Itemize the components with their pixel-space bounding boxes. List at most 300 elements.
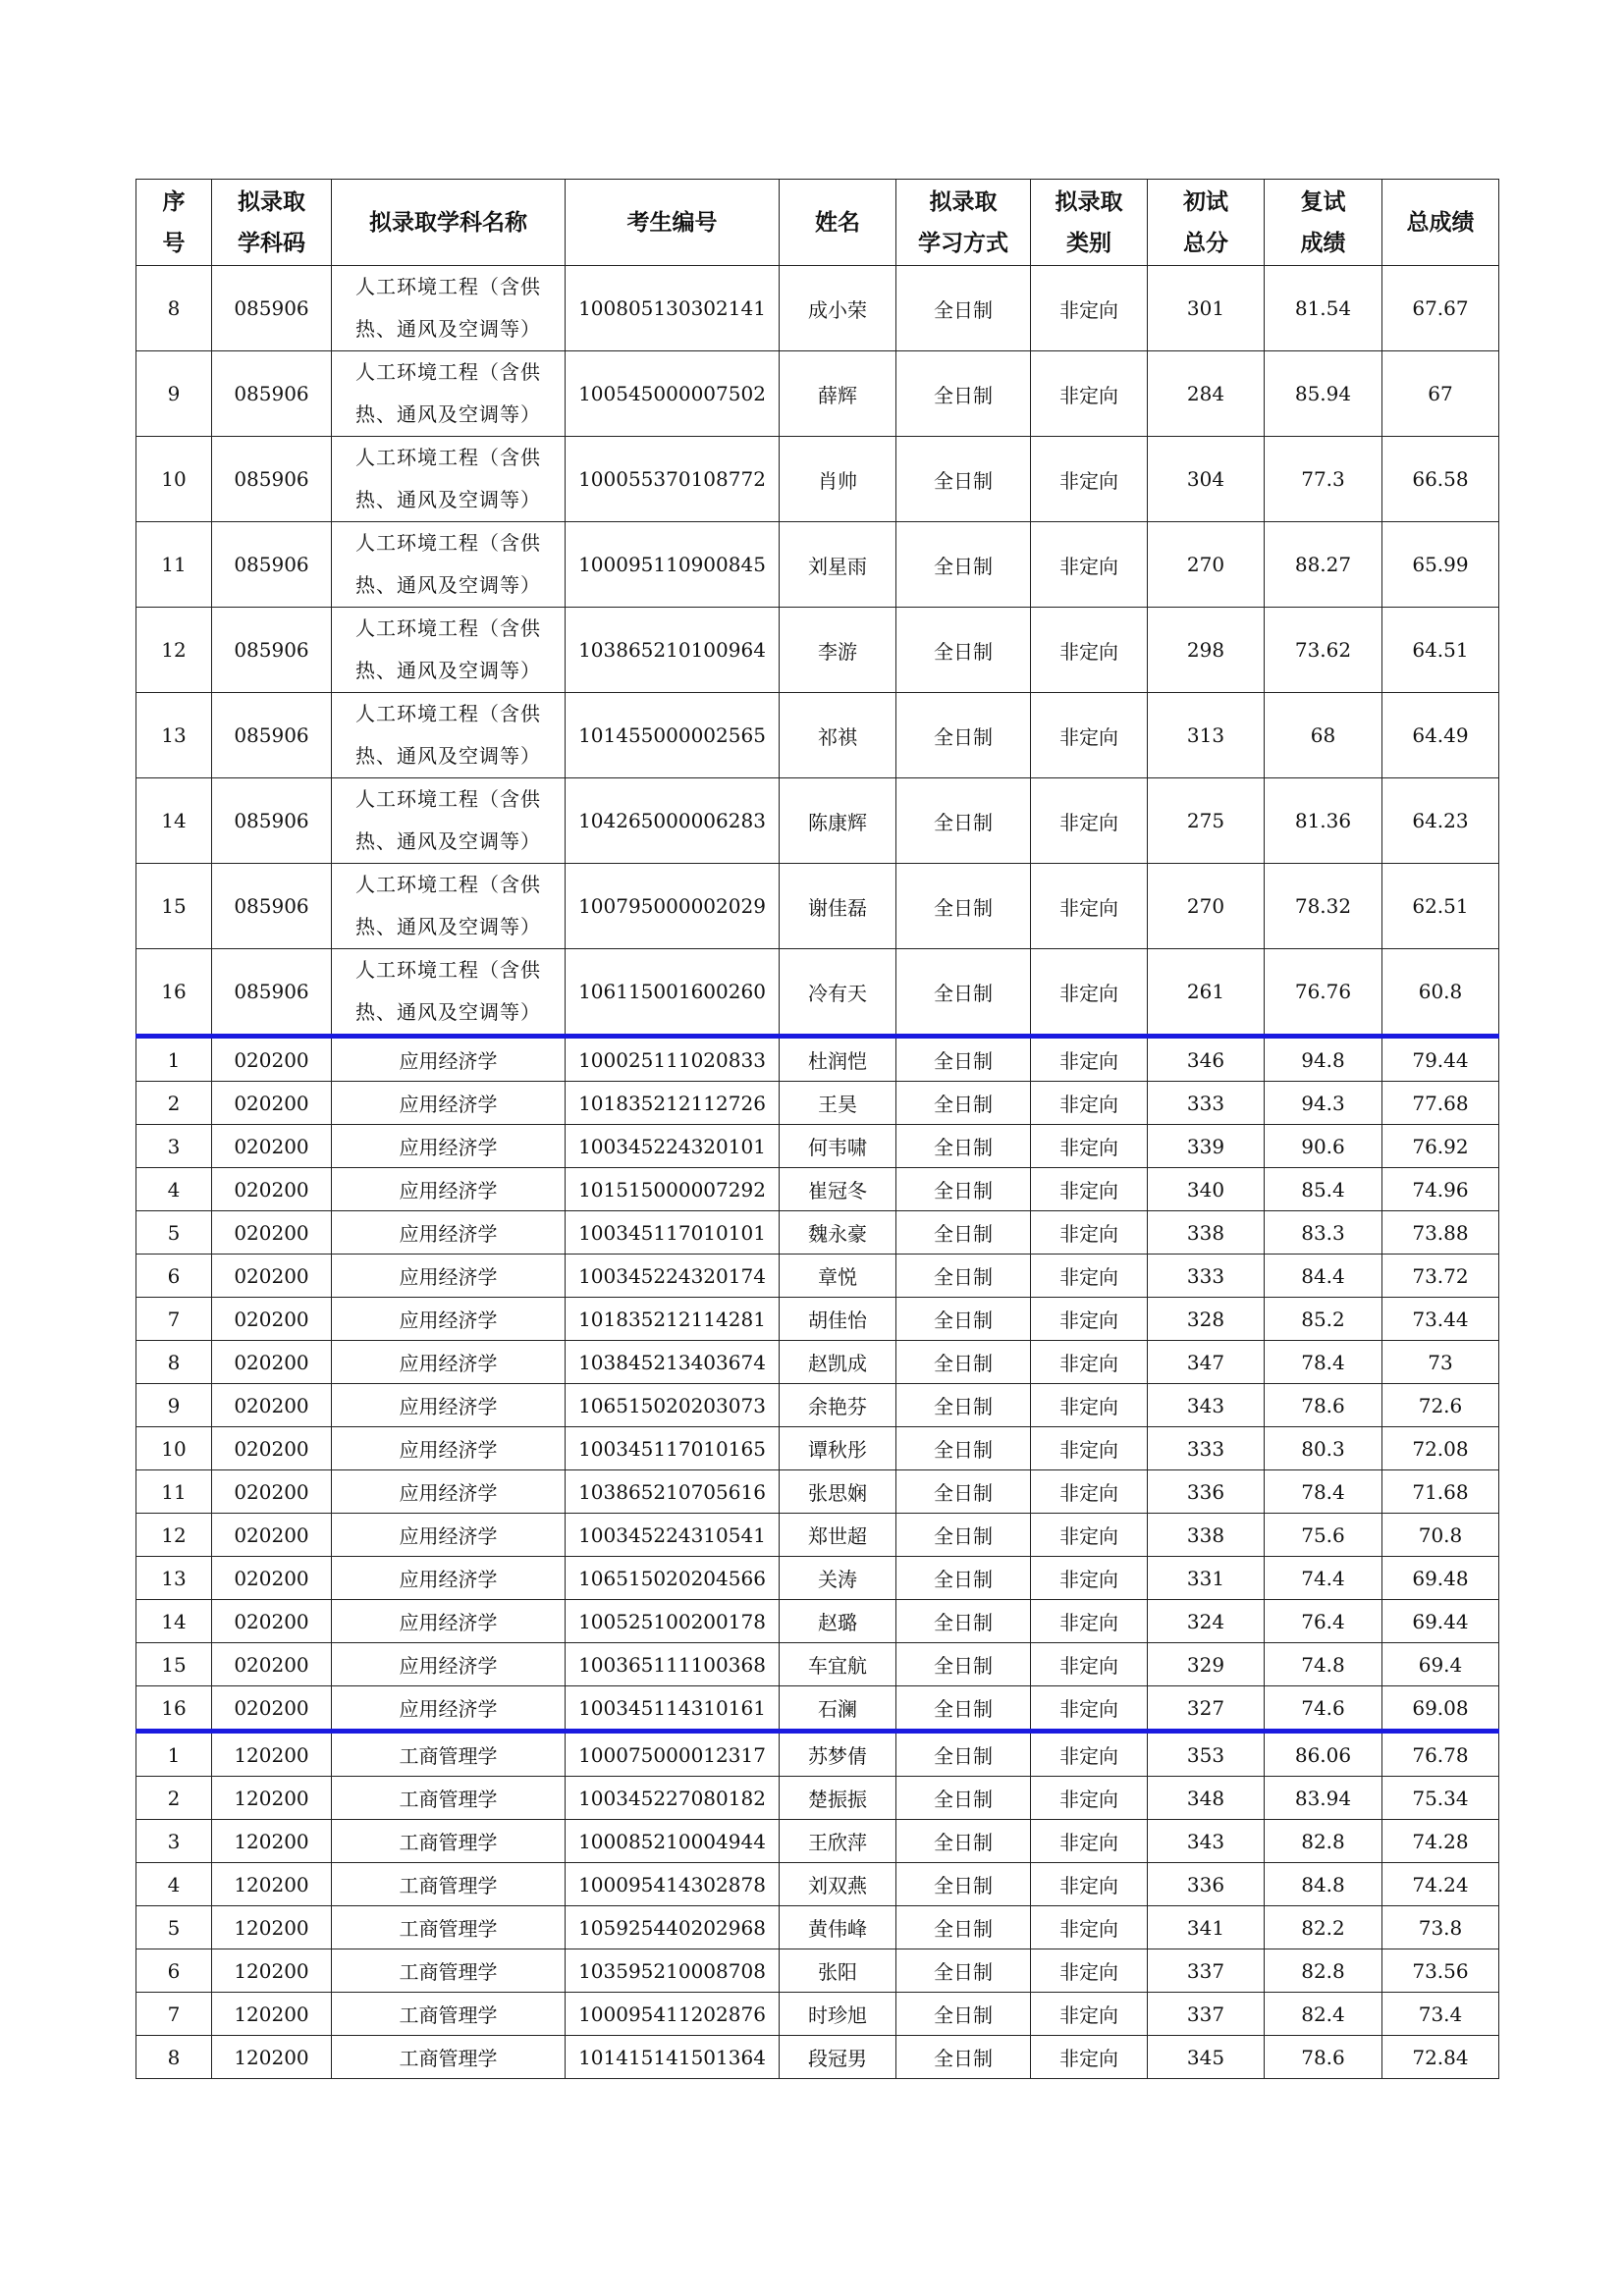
- cell-category: 非定向: [1031, 1211, 1148, 1255]
- cell-candidate-id: 101835212112726: [566, 1082, 780, 1125]
- cell-name: 祁祺: [780, 693, 896, 778]
- cell-subject-name: 人工环境工程（含供热、通风及空调等）: [332, 351, 566, 437]
- cell-subject-name: 应用经济学: [332, 1168, 566, 1211]
- header-initial-score: 初试 总分: [1148, 180, 1265, 266]
- cell-subject-code: 120200: [212, 1732, 332, 1777]
- cell-name: 章悦: [780, 1255, 896, 1298]
- cell-candidate-id: 100345117010165: [566, 1427, 780, 1470]
- cell-name: 郑世超: [780, 1514, 896, 1557]
- cell-category: 非定向: [1031, 2036, 1148, 2079]
- cell-initial-score: 333: [1148, 1082, 1265, 1125]
- cell-name: 陈康辉: [780, 778, 896, 864]
- cell-initial-score: 331: [1148, 1557, 1265, 1600]
- cell-candidate-id: 100345114310161: [566, 1686, 780, 1732]
- cell-study-mode: 全日制: [896, 1037, 1031, 1082]
- cell-total-score: 73: [1382, 1341, 1499, 1384]
- cell-initial-score: 284: [1148, 351, 1265, 437]
- cell-candidate-id: 100095414302878: [566, 1863, 780, 1906]
- cell-name: 谢佳磊: [780, 864, 896, 949]
- table-header: [136, 180, 1499, 266]
- cell-retest-score: 84.8: [1265, 1863, 1382, 1906]
- table-row: [136, 1341, 1499, 1384]
- cell-seq: 16: [136, 949, 212, 1037]
- cell-seq: 8: [136, 266, 212, 351]
- cell-name: 何韦啸: [780, 1125, 896, 1168]
- cell-study-mode: 全日制: [896, 1384, 1031, 1427]
- cell-subject-name: 工商管理学: [332, 1732, 566, 1777]
- cell-name: 石澜: [780, 1686, 896, 1732]
- table-row: [136, 1211, 1499, 1255]
- cell-total-score: 69.44: [1382, 1600, 1499, 1643]
- cell-initial-score: 338: [1148, 1514, 1265, 1557]
- cell-candidate-id: 103865210705616: [566, 1470, 780, 1514]
- table-row: [136, 1427, 1499, 1470]
- table-row: [136, 1820, 1499, 1863]
- cell-total-score: 75.34: [1382, 1777, 1499, 1820]
- cell-subject-name: 工商管理学: [332, 2036, 566, 2079]
- cell-name: 冷有天: [780, 949, 896, 1037]
- table-row: [136, 1255, 1499, 1298]
- cell-category: 非定向: [1031, 1384, 1148, 1427]
- cell-subject-code: 020200: [212, 1168, 332, 1211]
- cell-initial-score: 304: [1148, 437, 1265, 522]
- cell-initial-score: 313: [1148, 693, 1265, 778]
- header-name: 姓名: [780, 180, 896, 266]
- table-row: [136, 864, 1499, 949]
- cell-candidate-id: 100095110900845: [566, 522, 780, 608]
- cell-name: 车宜航: [780, 1643, 896, 1686]
- cell-subject-name: 工商管理学: [332, 1863, 566, 1906]
- cell-name: 赵璐: [780, 1600, 896, 1643]
- cell-seq: 13: [136, 693, 212, 778]
- cell-category: 非定向: [1031, 1082, 1148, 1125]
- cell-retest-score: 78.6: [1265, 2036, 1382, 2079]
- cell-study-mode: 全日制: [896, 1470, 1031, 1514]
- cell-seq: 6: [136, 1255, 212, 1298]
- cell-subject-name: 人工环境工程（含供热、通风及空调等）: [332, 949, 566, 1037]
- cell-subject-code: 020200: [212, 1643, 332, 1686]
- table-row: [136, 608, 1499, 693]
- cell-initial-score: 329: [1148, 1643, 1265, 1686]
- cell-subject-name: 人工环境工程（含供热、通风及空调等）: [332, 522, 566, 608]
- cell-name: 张阳: [780, 1949, 896, 1993]
- cell-candidate-id: 104265000006283: [566, 778, 780, 864]
- table-row: [136, 1993, 1499, 2036]
- cell-candidate-id: 106515020204566: [566, 1557, 780, 1600]
- table-row: [136, 266, 1499, 351]
- cell-initial-score: 324: [1148, 1600, 1265, 1643]
- cell-total-score: 62.51: [1382, 864, 1499, 949]
- cell-study-mode: 全日制: [896, 1949, 1031, 1993]
- cell-category: 非定向: [1031, 1993, 1148, 2036]
- table-row: [136, 351, 1499, 437]
- cell-retest-score: 75.6: [1265, 1514, 1382, 1557]
- cell-candidate-id: 103845213403674: [566, 1341, 780, 1384]
- cell-retest-score: 80.3: [1265, 1427, 1382, 1470]
- cell-category: 非定向: [1031, 351, 1148, 437]
- table-row: [136, 1168, 1499, 1211]
- cell-subject-name: 工商管理学: [332, 1949, 566, 1993]
- cell-retest-score: 74.8: [1265, 1643, 1382, 1686]
- cell-category: 非定向: [1031, 1820, 1148, 1863]
- cell-subject-name: 应用经济学: [332, 1125, 566, 1168]
- cell-name: 苏梦倩: [780, 1732, 896, 1777]
- cell-initial-score: 347: [1148, 1341, 1265, 1384]
- table-row: [136, 1470, 1499, 1514]
- cell-retest-score: 94.8: [1265, 1037, 1382, 1082]
- cell-subject-code: 085906: [212, 608, 332, 693]
- cell-name: 杜润恺: [780, 1037, 896, 1082]
- cell-candidate-id: 103595210008708: [566, 1949, 780, 1993]
- cell-retest-score: 90.6: [1265, 1125, 1382, 1168]
- cell-subject-code: 020200: [212, 1125, 332, 1168]
- table-row: [136, 1863, 1499, 1906]
- cell-total-score: 64.49: [1382, 693, 1499, 778]
- cell-subject-code: 085906: [212, 266, 332, 351]
- table-row: [136, 1125, 1499, 1168]
- cell-category: 非定向: [1031, 778, 1148, 864]
- cell-retest-score: 76.4: [1265, 1600, 1382, 1643]
- cell-subject-code: 020200: [212, 1298, 332, 1341]
- cell-seq: 2: [136, 1082, 212, 1125]
- cell-subject-name: 应用经济学: [332, 1082, 566, 1125]
- header-subject-code: 拟录取 学科码: [212, 180, 332, 266]
- cell-subject-name: 工商管理学: [332, 1820, 566, 1863]
- cell-candidate-id: 100055370108772: [566, 437, 780, 522]
- cell-name: 段冠男: [780, 2036, 896, 2079]
- cell-subject-code: 020200: [212, 1037, 332, 1082]
- cell-subject-code: 020200: [212, 1341, 332, 1384]
- cell-category: 非定向: [1031, 1732, 1148, 1777]
- cell-total-score: 76.78: [1382, 1732, 1499, 1777]
- cell-name: 余艳芬: [780, 1384, 896, 1427]
- cell-candidate-id: 101515000007292: [566, 1168, 780, 1211]
- cell-name: 胡佳怡: [780, 1298, 896, 1341]
- cell-total-score: 69.08: [1382, 1686, 1499, 1732]
- cell-retest-score: 81.54: [1265, 266, 1382, 351]
- cell-category: 非定向: [1031, 1341, 1148, 1384]
- cell-subject-name: 人工环境工程（含供热、通风及空调等）: [332, 266, 566, 351]
- cell-study-mode: 全日制: [896, 1643, 1031, 1686]
- cell-seq: 11: [136, 522, 212, 608]
- cell-name: 崔冠冬: [780, 1168, 896, 1211]
- cell-seq: 4: [136, 1863, 212, 1906]
- cell-name: 张思娴: [780, 1470, 896, 1514]
- cell-subject-code: 085906: [212, 693, 332, 778]
- cell-name: 王欣萍: [780, 1820, 896, 1863]
- cell-candidate-id: 100345117010101: [566, 1211, 780, 1255]
- cell-total-score: 64.51: [1382, 608, 1499, 693]
- cell-retest-score: 76.76: [1265, 949, 1382, 1037]
- cell-initial-score: 298: [1148, 608, 1265, 693]
- cell-subject-code: 020200: [212, 1557, 332, 1600]
- cell-initial-score: 336: [1148, 1863, 1265, 1906]
- cell-total-score: 64.23: [1382, 778, 1499, 864]
- header-total-score: 总成绩: [1382, 180, 1499, 266]
- cell-name: 刘星雨: [780, 522, 896, 608]
- cell-study-mode: 全日制: [896, 1993, 1031, 2036]
- table-row: [136, 1514, 1499, 1557]
- cell-subject-name: 应用经济学: [332, 1470, 566, 1514]
- cell-candidate-id: 100095411202876: [566, 1993, 780, 2036]
- cell-category: 非定向: [1031, 522, 1148, 608]
- cell-subject-name: 应用经济学: [332, 1514, 566, 1557]
- cell-subject-name: 应用经济学: [332, 1686, 566, 1732]
- cell-study-mode: 全日制: [896, 1082, 1031, 1125]
- cell-category: 非定向: [1031, 1168, 1148, 1211]
- cell-study-mode: 全日制: [896, 2036, 1031, 2079]
- cell-seq: 1: [136, 1732, 212, 1777]
- cell-retest-score: 73.62: [1265, 608, 1382, 693]
- table-row: [136, 693, 1499, 778]
- cell-retest-score: 84.4: [1265, 1255, 1382, 1298]
- cell-subject-name: 应用经济学: [332, 1298, 566, 1341]
- cell-initial-score: 343: [1148, 1384, 1265, 1427]
- cell-seq: 5: [136, 1906, 212, 1949]
- cell-total-score: 60.8: [1382, 949, 1499, 1037]
- cell-study-mode: 全日制: [896, 778, 1031, 864]
- cell-seq: 9: [136, 1384, 212, 1427]
- cell-subject-code: 120200: [212, 1777, 332, 1820]
- cell-name: 楚振振: [780, 1777, 896, 1820]
- cell-name: 赵凯成: [780, 1341, 896, 1384]
- table-row: [136, 522, 1499, 608]
- cell-total-score: 67.67: [1382, 266, 1499, 351]
- cell-study-mode: 全日制: [896, 1168, 1031, 1211]
- cell-study-mode: 全日制: [896, 1211, 1031, 1255]
- cell-initial-score: 337: [1148, 1949, 1265, 1993]
- cell-study-mode: 全日制: [896, 1820, 1031, 1863]
- cell-name: 李游: [780, 608, 896, 693]
- cell-seq: 6: [136, 1949, 212, 1993]
- cell-category: 非定向: [1031, 437, 1148, 522]
- table-row: [136, 1082, 1499, 1125]
- cell-name: 黄伟峰: [780, 1906, 896, 1949]
- cell-candidate-id: 100545000007502: [566, 351, 780, 437]
- cell-name: 谭秋彤: [780, 1427, 896, 1470]
- cell-total-score: 72.84: [1382, 2036, 1499, 2079]
- cell-study-mode: 全日制: [896, 1298, 1031, 1341]
- cell-initial-score: 261: [1148, 949, 1265, 1037]
- header-row: [136, 180, 1499, 266]
- cell-total-score: 74.24: [1382, 1863, 1499, 1906]
- header-category: 拟录取 类别: [1031, 180, 1148, 266]
- cell-retest-score: 78.6: [1265, 1384, 1382, 1427]
- cell-candidate-id: 105925440202968: [566, 1906, 780, 1949]
- cell-study-mode: 全日制: [896, 949, 1031, 1037]
- cell-retest-score: 78.32: [1265, 864, 1382, 949]
- cell-category: 非定向: [1031, 266, 1148, 351]
- cell-subject-code: 120200: [212, 1993, 332, 2036]
- cell-total-score: 76.92: [1382, 1125, 1499, 1168]
- cell-candidate-id: 100795000002029: [566, 864, 780, 949]
- cell-candidate-id: 106115001600260: [566, 949, 780, 1037]
- cell-study-mode: 全日制: [896, 437, 1031, 522]
- cell-retest-score: 85.4: [1265, 1168, 1382, 1211]
- cell-category: 非定向: [1031, 1557, 1148, 1600]
- cell-name: 关涛: [780, 1557, 896, 1600]
- cell-candidate-id: 100805130302141: [566, 266, 780, 351]
- cell-category: 非定向: [1031, 608, 1148, 693]
- cell-category: 非定向: [1031, 1600, 1148, 1643]
- cell-subject-code: 020200: [212, 1470, 332, 1514]
- cell-study-mode: 全日制: [896, 351, 1031, 437]
- cell-total-score: 79.44: [1382, 1037, 1499, 1082]
- cell-category: 非定向: [1031, 1777, 1148, 1820]
- header-candidate-id: 考生编号: [566, 180, 780, 266]
- cell-initial-score: 340: [1148, 1168, 1265, 1211]
- cell-seq: 3: [136, 1820, 212, 1863]
- cell-seq: 2: [136, 1777, 212, 1820]
- cell-candidate-id: 101835212114281: [566, 1298, 780, 1341]
- cell-seq: 14: [136, 1600, 212, 1643]
- table-row: [136, 1298, 1499, 1341]
- cell-total-score: 70.8: [1382, 1514, 1499, 1557]
- cell-retest-score: 82.8: [1265, 1820, 1382, 1863]
- table-row: [136, 1643, 1499, 1686]
- cell-category: 非定向: [1031, 1949, 1148, 1993]
- cell-retest-score: 78.4: [1265, 1341, 1382, 1384]
- cell-subject-name: 工商管理学: [332, 1906, 566, 1949]
- cell-seq: 13: [136, 1557, 212, 1600]
- cell-subject-name: 人工环境工程（含供热、通风及空调等）: [332, 608, 566, 693]
- cell-study-mode: 全日制: [896, 1125, 1031, 1168]
- cell-category: 非定向: [1031, 1255, 1148, 1298]
- cell-total-score: 72.08: [1382, 1427, 1499, 1470]
- cell-total-score: 77.68: [1382, 1082, 1499, 1125]
- table-row: [136, 1557, 1499, 1600]
- header-seq: 序 号: [136, 180, 212, 266]
- cell-seq: 9: [136, 351, 212, 437]
- cell-retest-score: 85.2: [1265, 1298, 1382, 1341]
- cell-subject-name: 应用经济学: [332, 1037, 566, 1082]
- table-row: [136, 1384, 1499, 1427]
- table-body: [136, 266, 1499, 2079]
- cell-study-mode: 全日制: [896, 1863, 1031, 1906]
- cell-total-score: 66.58: [1382, 437, 1499, 522]
- cell-candidate-id: 100525100200178: [566, 1600, 780, 1643]
- cell-subject-code: 020200: [212, 1427, 332, 1470]
- cell-study-mode: 全日制: [896, 1255, 1031, 1298]
- table-row: [136, 437, 1499, 522]
- cell-retest-score: 82.2: [1265, 1906, 1382, 1949]
- cell-name: 魏永豪: [780, 1211, 896, 1255]
- cell-total-score: 73.8: [1382, 1906, 1499, 1949]
- cell-initial-score: 327: [1148, 1686, 1265, 1732]
- cell-seq: 8: [136, 1341, 212, 1384]
- cell-retest-score: 85.94: [1265, 351, 1382, 437]
- cell-seq: 4: [136, 1168, 212, 1211]
- cell-retest-score: 78.4: [1265, 1470, 1382, 1514]
- cell-seq: 5: [136, 1211, 212, 1255]
- cell-initial-score: 333: [1148, 1255, 1265, 1298]
- cell-total-score: 73.88: [1382, 1211, 1499, 1255]
- cell-initial-score: 339: [1148, 1125, 1265, 1168]
- cell-subject-name: 应用经济学: [332, 1427, 566, 1470]
- cell-subject-name: 人工环境工程（含供热、通风及空调等）: [332, 693, 566, 778]
- cell-total-score: 65.99: [1382, 522, 1499, 608]
- cell-category: 非定向: [1031, 1643, 1148, 1686]
- cell-subject-name: 应用经济学: [332, 1643, 566, 1686]
- cell-total-score: 69.48: [1382, 1557, 1499, 1600]
- cell-subject-name: 人工环境工程（含供热、通风及空调等）: [332, 437, 566, 522]
- cell-subject-name: 工商管理学: [332, 1777, 566, 1820]
- cell-seq: 1: [136, 1037, 212, 1082]
- cell-total-score: 71.68: [1382, 1470, 1499, 1514]
- cell-total-score: 69.4: [1382, 1643, 1499, 1686]
- cell-name: 肖帅: [780, 437, 896, 522]
- table-row: [136, 1906, 1499, 1949]
- cell-study-mode: 全日制: [896, 1514, 1031, 1557]
- cell-subject-code: 120200: [212, 1863, 332, 1906]
- cell-retest-score: 77.3: [1265, 437, 1382, 522]
- table-row: [136, 949, 1499, 1037]
- cell-subject-code: 020200: [212, 1211, 332, 1255]
- table-row: [136, 1732, 1499, 1777]
- cell-study-mode: 全日制: [896, 522, 1031, 608]
- cell-study-mode: 全日制: [896, 1557, 1031, 1600]
- cell-subject-code: 020200: [212, 1686, 332, 1732]
- cell-seq: 16: [136, 1686, 212, 1732]
- cell-candidate-id: 103865210100964: [566, 608, 780, 693]
- cell-initial-score: 270: [1148, 864, 1265, 949]
- cell-initial-score: 341: [1148, 1906, 1265, 1949]
- cell-category: 非定向: [1031, 1686, 1148, 1732]
- cell-study-mode: 全日制: [896, 1686, 1031, 1732]
- cell-category: 非定向: [1031, 949, 1148, 1037]
- table-row: [136, 1949, 1499, 1993]
- cell-retest-score: 94.3: [1265, 1082, 1382, 1125]
- cell-candidate-id: 100025111020833: [566, 1037, 780, 1082]
- cell-retest-score: 86.06: [1265, 1732, 1382, 1777]
- cell-subject-code: 085906: [212, 351, 332, 437]
- table-row: [136, 1686, 1499, 1732]
- cell-subject-code: 020200: [212, 1600, 332, 1643]
- cell-seq: 11: [136, 1470, 212, 1514]
- cell-candidate-id: 100345224310541: [566, 1514, 780, 1557]
- cell-seq: 14: [136, 778, 212, 864]
- cell-total-score: 67: [1382, 351, 1499, 437]
- table-row: [136, 778, 1499, 864]
- cell-retest-score: 83.94: [1265, 1777, 1382, 1820]
- cell-seq: 7: [136, 1298, 212, 1341]
- cell-retest-score: 82.4: [1265, 1993, 1382, 2036]
- cell-seq: 3: [136, 1125, 212, 1168]
- cell-study-mode: 全日制: [896, 608, 1031, 693]
- cell-initial-score: 328: [1148, 1298, 1265, 1341]
- cell-retest-score: 81.36: [1265, 778, 1382, 864]
- cell-initial-score: 270: [1148, 522, 1265, 608]
- admission-table: [135, 179, 1499, 2079]
- cell-category: 非定向: [1031, 1298, 1148, 1341]
- cell-subject-code: 120200: [212, 2036, 332, 2079]
- cell-seq: 15: [136, 864, 212, 949]
- cell-initial-score: 348: [1148, 1777, 1265, 1820]
- cell-subject-name: 应用经济学: [332, 1211, 566, 1255]
- cell-retest-score: 74.4: [1265, 1557, 1382, 1600]
- cell-seq: 8: [136, 2036, 212, 2079]
- cell-initial-score: 336: [1148, 1470, 1265, 1514]
- cell-total-score: 74.28: [1382, 1820, 1499, 1863]
- cell-total-score: 74.96: [1382, 1168, 1499, 1211]
- cell-subject-name: 应用经济学: [332, 1255, 566, 1298]
- cell-study-mode: 全日制: [896, 1427, 1031, 1470]
- cell-study-mode: 全日制: [896, 1777, 1031, 1820]
- cell-study-mode: 全日制: [896, 864, 1031, 949]
- cell-initial-score: 345: [1148, 2036, 1265, 2079]
- cell-category: 非定向: [1031, 693, 1148, 778]
- cell-seq: 12: [136, 608, 212, 693]
